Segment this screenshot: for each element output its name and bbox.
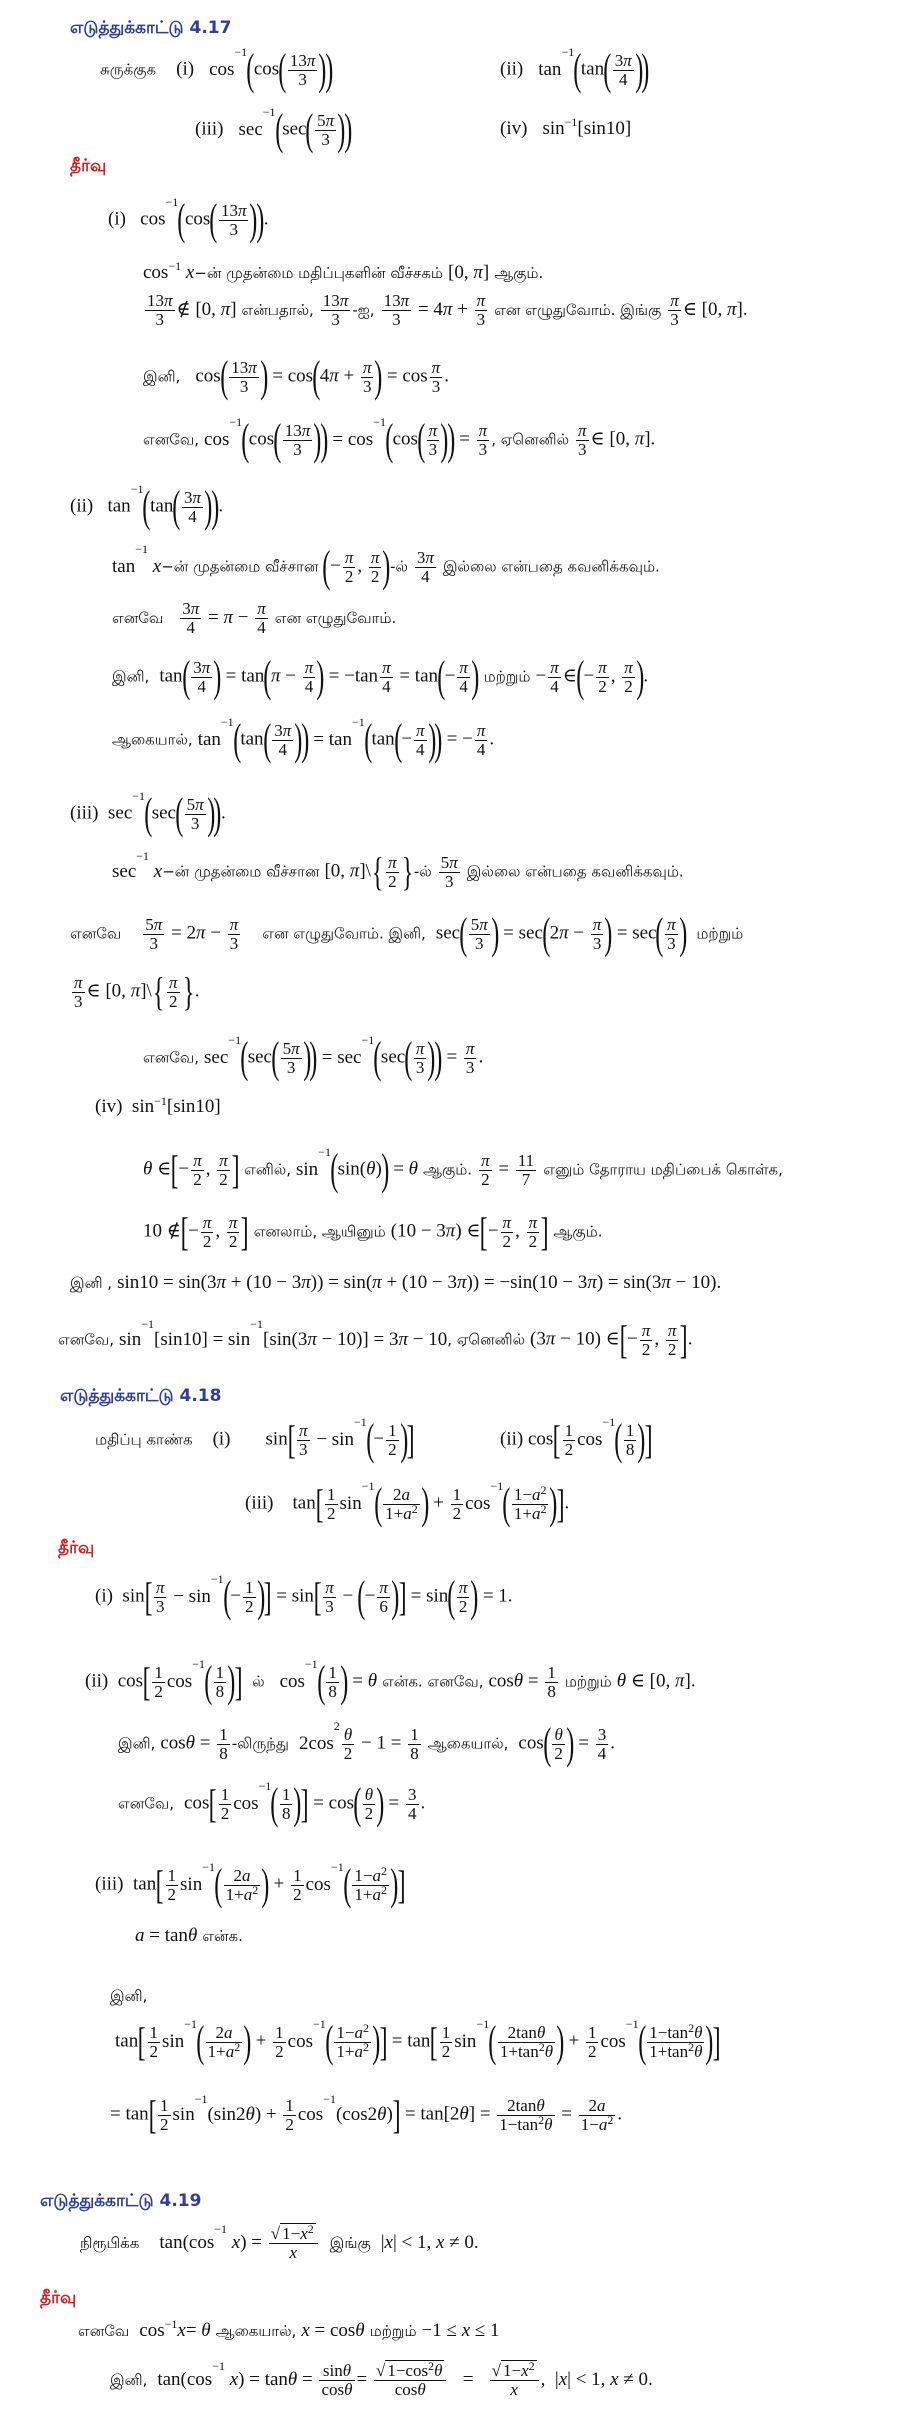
- sol-iv-theta: θ ∈[− $\frac{\pi}{2}$ , $\frac{\pi}{2}$ ] எனில், $\sin^{-1}(\sin(\theta)) = \theta$ ஆகும். $\frac{\pi}{2}$ = $\frac{11}{7}$ எனும் தோராய மதிப்பைக் கொள்க,: [143, 1145, 783, 1194]
- example-heading-4-18: எடுத்துக்காட்டு 4.18: [60, 1386, 222, 1406]
- sol-iv-result: எனவே, $\sin^{-1}[\sin 10] = \sin^{-1}[\sin(3\pi - 10)] = 3\pi - 10$, ஏனெனில் (3π − 10) ∈[− $\frac{\pi}{2}$ , $\frac{\pi}{2}$ ].: [58, 1317, 693, 1362]
- simplify-part-iii: (iii) $\sec^{-1}(\sec$( $\frac{5\pi}{3}$ )): [195, 105, 353, 154]
- part-label: (iii): [195, 118, 224, 140]
- sol-i-not-in: $\frac{13\pi}{3}$ ∉ [0, π] என்பதால், $\frac{13\pi}{3}$ -ஐ, $\frac{13\pi}{3}$ = 4π + $\frac{\pi}{3}$ என எழுதுவோம். இங்கு $\frac{\pi}{3}$ ∈ [0, π].: [147, 291, 748, 329]
- simplify-label: சுருக்குக: [100, 60, 157, 79]
- ex418-sol-iii: (iii) tan[ $\frac{1}{2}$ $\sin^{-1}$( $\frac{2a}{1+a^2}$ ) + $\frac{1}{2}$ $\cos^{-1}$( $\frac{1-a^2}{1+a^2}$ )]: [95, 1860, 406, 1909]
- simplify-part-iv: (iv) $\sin^{-1}[\sin 10]$: [500, 115, 632, 139]
- ex418-sol-i: (i) sin[ $\frac{\pi}{3}$ − $\sin^{-1}(-$ $\frac{1}{2}$ )] = sin[ $\frac{\pi}{3}$ − (− $\frac{\pi}{6}$ )] = sin( $\frac{\pi}{2}$ ) = 1.: [95, 1572, 513, 1621]
- ex418-sol-ii-step: இனி, cosθ = $\frac{1}{8}$ -லிருந்து $2\cos^2$ $\frac{\theta}{2}$ − 1 = $\frac{1}{8}$ ஆகையால், cos( $\frac{\theta}{2}$ ) = $\frac{3}{4}$ .: [118, 1719, 615, 1768]
- solution-label: தீர்வு: [70, 156, 107, 176]
- solution-label-419: தீர்வு: [40, 2288, 77, 2308]
- sol-ii-step: இனி, tan( $\frac{3\pi}{4}$ ) = tan(π − $\frac{\pi}{4}$ ) = −tan $\frac{\pi}{4}$ = tan(− $\frac{\pi}{4}$ ) மற்றும் − $\frac{\pi}{4}$ ∈(− $\frac{\pi}{2}$ , $\frac{\pi}{2}$ ).: [112, 652, 649, 701]
- simplify-part-ii: (ii) $\tan^{-1}(\tan$( $\frac{3\pi}{4}$ )): [500, 45, 650, 94]
- sol-i-step: இனி, cos( $\frac{13\pi}{3}$ ) = cos(4π + $\frac{\pi}{3}$ ) = cos $\frac{\pi}{3}$ .: [143, 352, 449, 401]
- sol-i-result: எனவே, $\cos^{-1}(\cos$( $\frac{13\pi}{3}$ )) = $\cos^{-1}(\cos$( $\frac{\pi}{3}$ )) = $\frac{\pi}{3}$ , ஏனெனில் $\frac{\pi}{3}$ ∈ [0, π].: [143, 415, 656, 464]
- sol-ii-result: ஆகையால், $\tan^{-1}(\tan$( $\frac{3\pi}{4}$ )) = $\tan^{-1}(\tan(-$ $\frac{\pi}{4}$ )) = − $\frac{\pi}{4}$ .: [112, 715, 495, 764]
- sol-iii-statement: (iii) $\sec^{-1}(\sec$( $\frac{5\pi}{3}$ )).: [70, 789, 226, 838]
- ex419-let: எனவே $\cos^{-1}x= \theta$ ஆகையால், x = cosθ மற்றும் −1 ≤ x ≤ 1: [78, 2317, 500, 2341]
- ex418-sol-iii-step1: tan[ $\frac{1}{2}$ $\sin^{-1}$( $\frac{2a}{1+a^2}$ ) + $\frac{1}{2}$ $\cos^{-1}$( $\frac{1-a^2}{1+a^2}$ )] = tan[ $\frac{1}{2}$ $\sin^{-1}$( $\frac{2\tan\theta}{1+\tan^2\theta}$ ) + $\frac{1}{2}$ $\cos^{-1}$( $\frac{1-\tan^2\theta}{1+\tan^2\theta}$ )]: [115, 2017, 721, 2066]
- sol-iii-range: $\sec^{-1}$ x−ன் முதன்மை வீச்சான [0, π]\{ $\frac{\pi}{2}$ }-ல் $\frac{5\pi}{3}$ இல்லை என்பதை கவனிக்கவும்.: [112, 849, 684, 894]
- ex418-sol-iii-let: a = tanθ என்க.: [135, 1925, 243, 1946]
- sol-i-range: $\cos^{-1}$ x−ன் முதன்மை மதிப்புகளின் வீச்சகம் [0, π] ஆகும்.: [143, 259, 544, 283]
- simplify-row-1: சுருக்குக (i) $\cos^{-1}(\cos$( $\frac{13\pi}{3}$ )): [100, 45, 334, 94]
- sol-iii-result: எனவே, $\sec^{-1}(\sec$( $\frac{5\pi}{3}$ )) = $\sec^{-1}(\sec$( $\frac{\pi}{3}$ )) = $\frac{\pi}{3}$ .: [143, 1033, 484, 1082]
- part-label: (ii): [500, 58, 524, 80]
- sol-iv-statement: (iv) $\sin^{-1}[\sin 10]$: [95, 1094, 221, 1117]
- sol-iii-write: எனவே $\frac{5\pi}{3}$ = 2π − $\frac{\pi}{3}$ என எழுதுவோம். இனி, sec( $\frac{5\pi}{3}$ ) = sec(2π − $\frac{\pi}{3}$ ) = sec( $\frac{\pi}{3}$ ) மற்றும்: [70, 909, 744, 958]
- ex418-sol-ii-result: எனவே, cos[ $\frac{1}{2}$ $\cos^{-1}$( $\frac{1}{8}$ )] = cos( $\frac{\theta}{2}$ ) = $\frac{3}{4}$ .: [118, 1779, 426, 1828]
- ex418-sol-iii-ini: இனி,: [110, 1987, 148, 2005]
- ex419-prove-row: நிரூபிக்க $\tan(\cos^{-1}$ x) = $\frac{√ 1-x^2}{x}$ இங்கு |x| < 1, x ≠ 0.: [80, 2222, 479, 2262]
- example-heading-4-17: எடுத்துக்காட்டு 4.17: [70, 18, 232, 38]
- ex418-find-row: மதிப்பு காண்க (i) sin[ $\frac{\pi}{3}$ − $\sin^{-1}(-$ $\frac{1}{2}$ )]: [95, 1415, 415, 1464]
- ex418-part-ii: (ii) cos[ $\frac{1}{2}$ $\cos^{-1}$( $\frac{1}{8}$ )]: [500, 1415, 653, 1464]
- sol-i-statement: (i) $\cos^{-1}(\cos$( $\frac{13\pi}{3}$ )).: [108, 195, 269, 244]
- sol-ii-write: எனவே $\frac{3\pi}{4}$ = π − $\frac{\pi}{4}$ என எழுதுவோம்.: [112, 599, 397, 637]
- sol-iv-not-in: 10 ∉[− $\frac{\pi}{2}$ , $\frac{\pi}{2}$ ] எனலாம், ஆயினும் (10 − 3π) ∈[− $\frac{\pi}{2}$ , $\frac{\pi}{2}$ ] ஆகும்.: [143, 1209, 603, 1254]
- sol-ii-statement: (ii) $\tan^{-1}(\tan$( $\frac{3\pi}{4}$ )).: [70, 482, 224, 531]
- part-label: (i): [176, 58, 195, 80]
- solution-label-418: தீர்வு: [58, 1538, 95, 1558]
- part-label: (iv): [500, 118, 528, 139]
- ex418-sol-iii-step2: = tan[ $\frac{1}{2}$ $\sin^{-1}(\sin 2\theta)$ + $\frac{1}{2}$ $\cos^{-1}(\cos 2\theta)] = \tan[2\theta]$ = $\frac{2\tan\theta}{1-\tan^2\theta}$ = $\frac{2a}{1-a^2}$ .: [110, 2092, 623, 2137]
- sol-iv-step: இனி , sin10 = sin(3π + (10 − 3π)) = sin(π + (10 − 3π)) = −sin(10 − 3π) = sin(3π − 10).: [70, 1272, 722, 1293]
- example-heading-4-19: எடுத்துக்காட்டு 4.19: [40, 2191, 202, 2211]
- sol-ii-range: $\tan^{-1}$ x−ன் முதன்மை வீச்சான (− $\frac{\pi}{2}$ , $\frac{\pi}{2}$ )-ல் $\frac{3\pi}{4}$ இல்லை என்பதை கவனிக்கவும்.: [112, 542, 660, 591]
- sol-iii-membership: $\frac{\pi}{3}$ ∈ [0, π]\{ $\frac{\pi}{2}$ }.: [74, 969, 200, 1014]
- ex418-part-iii: (iii) tan[ $\frac{1}{2}$ $\sin^{-1}$( $\frac{2a}{1+a^2}$ ) + $\frac{1}{2}$ $\cos^{-1}$( $\frac{1-a^2}{1+a^2}$ )].: [245, 1479, 570, 1528]
- ex418-sol-ii: (ii) cos[ $\frac{1}{2}$ $\cos^{-1}$( $\frac{1}{8}$ )] ல் $\cos^{-1}$( $\frac{1}{8}$ ) = θ என்க. எனவே, cosθ = $\frac{1}{8}$ மற்றும் θ ∈ [0, π].: [85, 1657, 696, 1706]
- ex419-result: இனி, $\tan(\cos^{-1}$ x) = tanθ = $\frac{\sin\theta}{\cos\theta}$ = $\frac{√ 1-\cos^2\theta}{\cos\theta}$ = $\frac{√ 1-x^2}{x}$ , |x| < 1, x ≠ 0.: [110, 2359, 653, 2399]
